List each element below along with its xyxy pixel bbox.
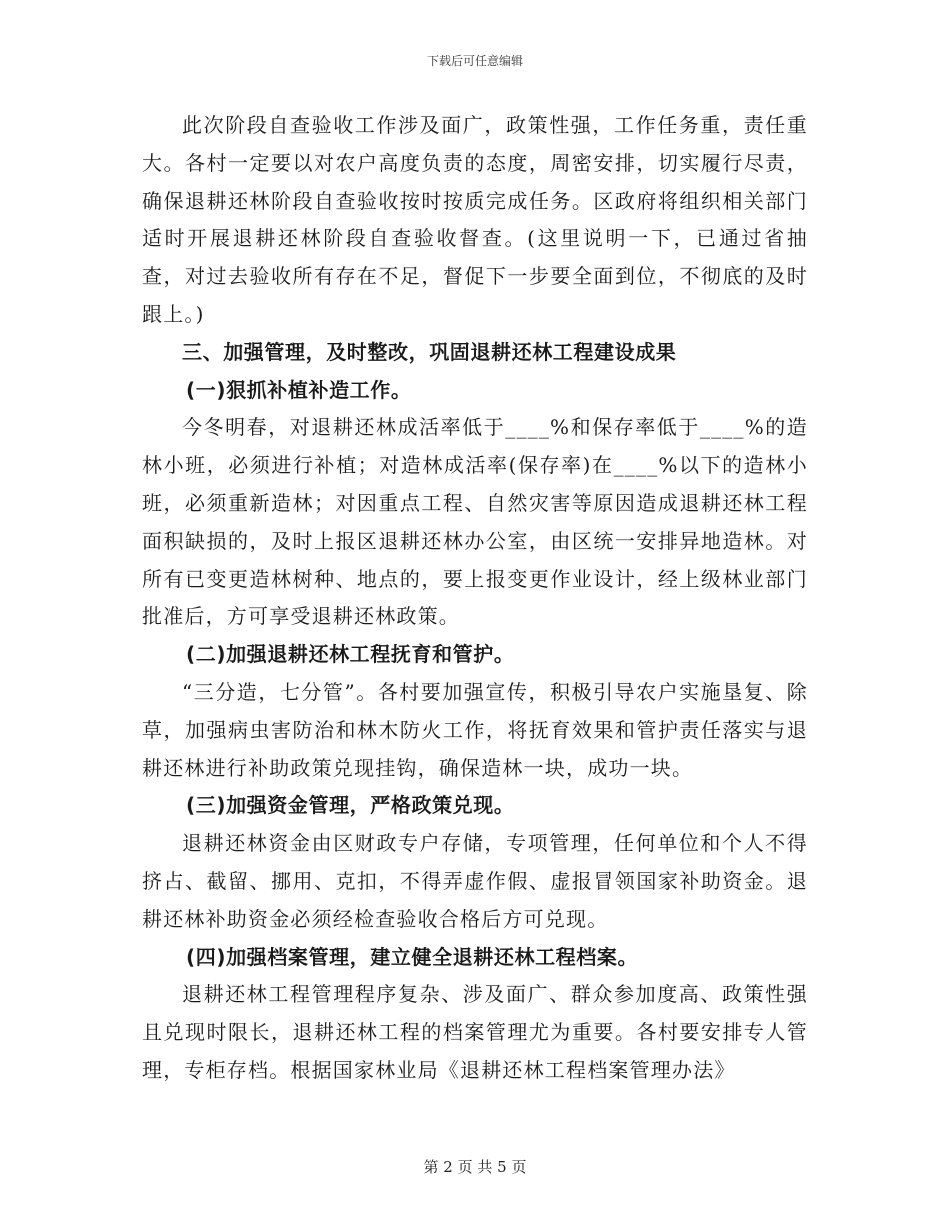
paragraph-fund-management: 退耕还林资金由区财政专户存储，专项管理，任何单位和个人不得挤占、截留、挪用、克扣，不得弄虚作假、虚报冒领国家补助资金。退耕还林补助资金必须经检查验收合格后方可兑现。 bbox=[142, 831, 808, 931]
page-number: 第 2 页 共 5 页 bbox=[423, 1158, 527, 1176]
paragraph-tending-protection: “三分造，七分管”。各村要加强宣传，积极引导农户实施垦复、除草，加强病虫害防治和林木防火工作，将抚育效果和管护责任落实与退耕还林进行补助政策兑现挂钩，确保造林一块，成功一块。 bbox=[142, 679, 808, 780]
subsection-4-title: (四)加强档案管理，建立健全退耕还林工程档案。 bbox=[186, 944, 639, 969]
paragraph-replanting: 今冬明春，对退耕还林成活率低于____%和保存率低于____%的造林小班，必须进行补植；对造林成活率(保存率)在____%以下的造林小班，必须重新造林；对因重点工程、自然灾害等原因造成退耕还林工程面积缺损的，及时上报区退耕还林办公室，由区统一安排异地造林。对所有已变更造林树种、地点的，要上报变更作业设计，经上级林业部门批准后，方可享受退耕还林政策。 bbox=[142, 415, 808, 629]
paragraph-archive-management: 退耕还林工程管理程序复杂、涉及面广、群众参加度高、政策性强且兑现时限长，退耕还林工程的档案管理尤为重要。各村要安排专人管理，专柜存档。根据国家林业局《退耕还林工程档案管理办法》 bbox=[142, 982, 808, 1082]
section-3-title: 三、加强管理，及时整改，巩固退耕还林工程建设成果 bbox=[182, 339, 677, 364]
subsection-3-title: (三)加强资金管理，严格政策兑现。 bbox=[186, 793, 515, 818]
subsection-1-title: (一)狠抓补植补造工作。 bbox=[186, 377, 412, 402]
page-header-note: 下载后可任意编辑 bbox=[426, 54, 523, 68]
subsection-2-title: (二)加强退耕还林工程抚育和管护。 bbox=[186, 642, 515, 667]
paragraph-inspection-duty: 此次阶段自查验收工作涉及面广，政策性强，工作任务重，责任重大。各村一定要以对农户高度负责的态度，周密安排，切实履行尽责，确保退耕还林阶段自查验收按时按质完成任务。区政府将组织相关部门适时开展退耕还林阶段自查验收督查。(这里说明一下，已通过省抽查，对过去验收所有存在不足，督促下一步要全面到位，不彻底的及时跟上。) bbox=[142, 113, 808, 326]
document-body bbox=[142, 107, 808, 1090]
